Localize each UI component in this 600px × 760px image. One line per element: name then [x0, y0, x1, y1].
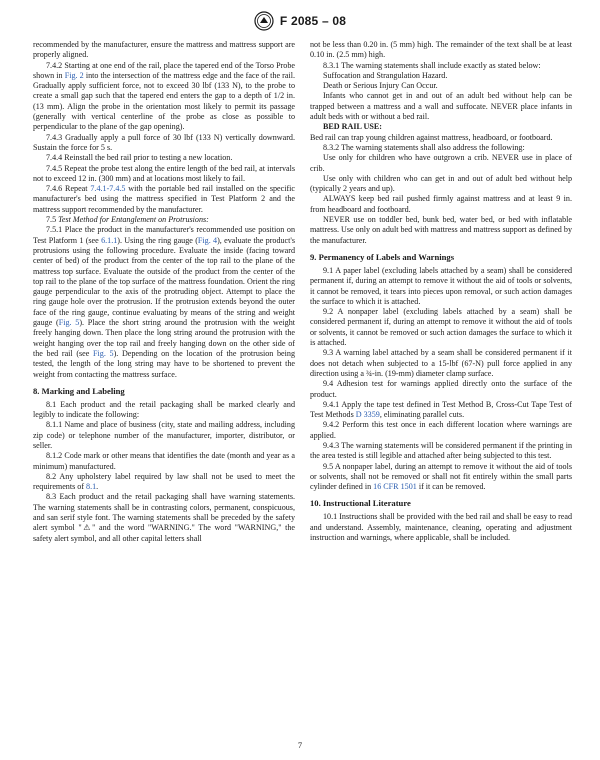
astm-logo-icon	[254, 11, 274, 31]
section-8-1-link[interactable]: 8.1	[86, 482, 97, 492]
paragraph-7-4-5: 7.4.5 Repeat the probe test along the entire length of the bed rail, at intervals not to exceed 12 in. (300 mm) and at locations most likely to fail.	[33, 163, 295, 183]
text: 7.5.1 Place the product in the manufacturer's recommended use position on Test Platform 1 (see	[33, 225, 295, 245]
paragraph-7-5	[33, 215, 295, 225]
warning-line: ALWAYS keep bed rail pushed firmly against mattress and at least 9 in. from headboard and footboard.	[310, 194, 572, 214]
text: into the intersection of the mattress edge and the face of the rail. Gradually apply sufficient force, not to exceed 30 lbf (133 N), to the probe to create a small gap such that the tapered end enters the gap to a depth of 1/2 in. (13 mm). Align the probe in the orientation most likely to permit its passage (generally with vertical centerline of the probe as close as possible to perpendicular to the plane of the gap opening).	[33, 70, 295, 132]
warning-line: Use only with children who can get in and out of adult bed without help (typically 2 years and up).	[310, 173, 572, 194]
text: with the portable bed rail installed on the specific manufacturer's bed using the mattress specified in Test Platform 2 and the mattress support recommended by the manufacturer.	[33, 184, 295, 214]
text: 9.4.1 Apply the tape test defined in Test Method B, Cross-Cut Tape Test of Test Methods	[310, 399, 572, 420]
section-6-1-1-link[interactable]: 6.1.1	[101, 235, 118, 245]
text: 9.5 A nonpaper label, during an attempt to remove it without the aid of tools or solvents, shall not be removed or shall not fit entirely within the small parts cylinder defined in	[310, 461, 572, 492]
section-title: Test Method for Entanglement on Protrusions:	[58, 215, 209, 225]
text: ), evaluate the product's protrusions using the following procedure. Evaluate the inside (facing toward center of bed) of the product from the center of the top rail to the plane of the mattress top surface. Evaluate the outside of the product from the center of the top rail to the plane of the top surface of the mattress foundation. Orient the ring gauge perpendicular to the axis of the protruding object. Attempt to place the ring gauge hole over the protrusion. If the protrusion extends beyond the outer face of the ring gauge, continue evaluating by means of the string and weight gauge (	[33, 235, 295, 328]
section-7-4-1-link[interactable]: 7.4.1-7.4.5	[90, 184, 126, 194]
fig-4-link[interactable]: Fig. 4	[197, 235, 218, 245]
warning-line: Infants who cannot get in and out of an adult bed without help can be trapped between a mattress and a wall and suffocate. NEVER place infants in adult beds with or without a bed rail.	[310, 91, 572, 122]
paragraph-8-1: 8.1 Each product and the retail packaging shall be marked clearly and legibly to indicate the following:	[33, 399, 295, 420]
paragraph-8-3-2: 8.3.2 The warning statements shall also address the following:	[323, 142, 525, 152]
right-column	[310, 40, 572, 543]
text: ). Depending on the location of the protrusion being tested, the length of the long string may have to be shortened to prevent the weight from contacting the mattress surface.	[33, 348, 295, 379]
warning-line: Use only for children who have outgrown a crib. NEVER use in place of crib.	[310, 153, 572, 173]
text: ). Place the short string around the protrusion with the weight freely hanging down. Then place the long string around the protrusion with the weight hanging over the top rail and freely hanging down on the other side of the bed rail (see	[33, 318, 296, 358]
paragraph-8-3: 8.3 Each product and the retail packaging shall have warning statements. The warning statements shall be in contrasting colors, permanent, conspicuous, and san serif style font. The warning statements shall be preceded by the safety alert symbol "⚠" and the word "WARNING." The word "WARNING," the safety alert symbol, and all other capital letters shall	[33, 492, 295, 543]
fig-2-link[interactable]: Fig. 2	[64, 70, 84, 80]
page-header	[0, 8, 600, 34]
paragraph-8-1-2: 8.1.2 Code mark or other means that identifies the date (month and year as a minimum) manufactured.	[33, 451, 295, 471]
paragraph: recommended by the manufacturer, ensure the mattress and mattress support are properly aligned.	[33, 40, 295, 60]
fig-5-link[interactable]: Fig. 5	[93, 348, 114, 358]
text: 8.2 Any upholstery label required by law shall not be used to meet the requirements of	[33, 471, 295, 492]
section-heading-10: 10. Instructional Literature	[310, 498, 411, 509]
paragraph-7-4-3: 7.4.3 Gradually apply a pull force of 30 lbf (133 N) vertically downward. Sustain the force for 5 s.	[33, 132, 295, 152]
text: .	[96, 482, 99, 492]
warning-line: Bed rail can trap young children against mattress, headboard, or footboard.	[310, 132, 553, 142]
paragraph-9-3: 9.3 A warning label attached by a seam shall be considered permanent if it does not detach when subjected to a 15-lbf (67-N) pull force applied in any direction using a ¾-in. (19-mm) diameter clamp surface.	[310, 348, 572, 378]
text: 7.4.2 Starting at one end of the rail, place the tapered end of the Torso Probe shown in	[33, 60, 295, 80]
text: ). Using the ring gauge (	[117, 235, 198, 245]
text: 7.4.6 Repeat	[46, 184, 91, 194]
d3359-link[interactable]: D 3359	[355, 410, 380, 420]
paragraph-7-4-2	[33, 61, 295, 133]
paragraph-9-4-1	[310, 400, 572, 421]
paragraph-7-4-6	[33, 184, 295, 215]
paragraph-9-5	[310, 462, 572, 493]
warning-line: Suffocation and Strangulation Hazard.	[323, 70, 448, 80]
section-heading-8: 8. Marking and Labeling	[33, 385, 125, 396]
warning-line: Death or Serious Injury Can Occur.	[323, 81, 438, 91]
paragraph: not be less than 0.20 in. (5 mm) high. The remainder of the text shall be at least 0.10 in. (2.5 mm) high.	[310, 40, 572, 60]
paragraph-7-4-4: 7.4.4 Reinstall the bed rail prior to testing a new location.	[46, 153, 233, 163]
paragraph-9-1: 9.1 A paper label (excluding labels attached by a seam) shall be considered permanent if, during an attempt to remove it without the aid of tools or solvents, it cannot be removed, it tears into pieces upon removal, or such action damages the surface to which it is attached.	[310, 265, 572, 306]
left-column	[33, 40, 295, 544]
bed-rail-use-label: BED RAIL USE:	[323, 122, 382, 132]
cfr-1501-link[interactable]: 16 CFR 1501	[373, 482, 417, 492]
page-number: 7	[297, 740, 303, 750]
paragraph-7-5-1	[33, 225, 295, 379]
paragraph-9-4-2: 9.4.2 Perform this test once in each different location where warnings are applied.	[310, 420, 572, 440]
standard-designation: F 2085 – 08	[279, 14, 347, 28]
section-number: 7.5	[46, 215, 59, 225]
paragraph-8-1-1: 8.1.1 Name and place of business (city, state and mailing address, including zip code) or telephone number of the manufacturer, importer, distributor, or seller.	[33, 420, 295, 450]
warning-line: NEVER use on toddler bed, bunk bed, water bed, or bed with inflatable mattress. Use only on adult bed with mattress and mattress support as defined by the manufacturer.	[310, 215, 572, 245]
text: , eliminating parallel cuts.	[379, 410, 465, 420]
paragraph-8-2	[33, 472, 295, 493]
paragraph-9-4-3: 9.4.3 The warning statements will be considered permanent if the printing in the area tested is still legible and attached after being subjected to this test.	[310, 440, 572, 461]
section-heading-9: 9. Permanency of Labels and Warnings	[310, 251, 455, 262]
text: if it can be removed.	[416, 482, 486, 492]
paragraph-8-3-1: 8.3.1 The warning statements shall include exactly as stated below:	[323, 60, 541, 70]
paragraph-9-2: 9.2 A nonpaper label (excluding labels attached by a seam) shall be considered permanent if, during an attempt to remove it without the aid of tools or solvents, it cannot be removed or such action damages the surface to which it is attached.	[310, 307, 572, 348]
paragraph-9-4: 9.4 Adhesion test for warnings applied directly onto the surface of the product.	[310, 379, 572, 399]
paragraph-10-1: 10.1 Instructions shall be provided with the bed rail and shall be easy to read and understand. Assembly, maintenance, cleaning, operating and adjustment instruction and warnings, where applicable, shall be included.	[310, 512, 572, 543]
fig-5-link[interactable]: Fig. 5	[58, 318, 80, 328]
